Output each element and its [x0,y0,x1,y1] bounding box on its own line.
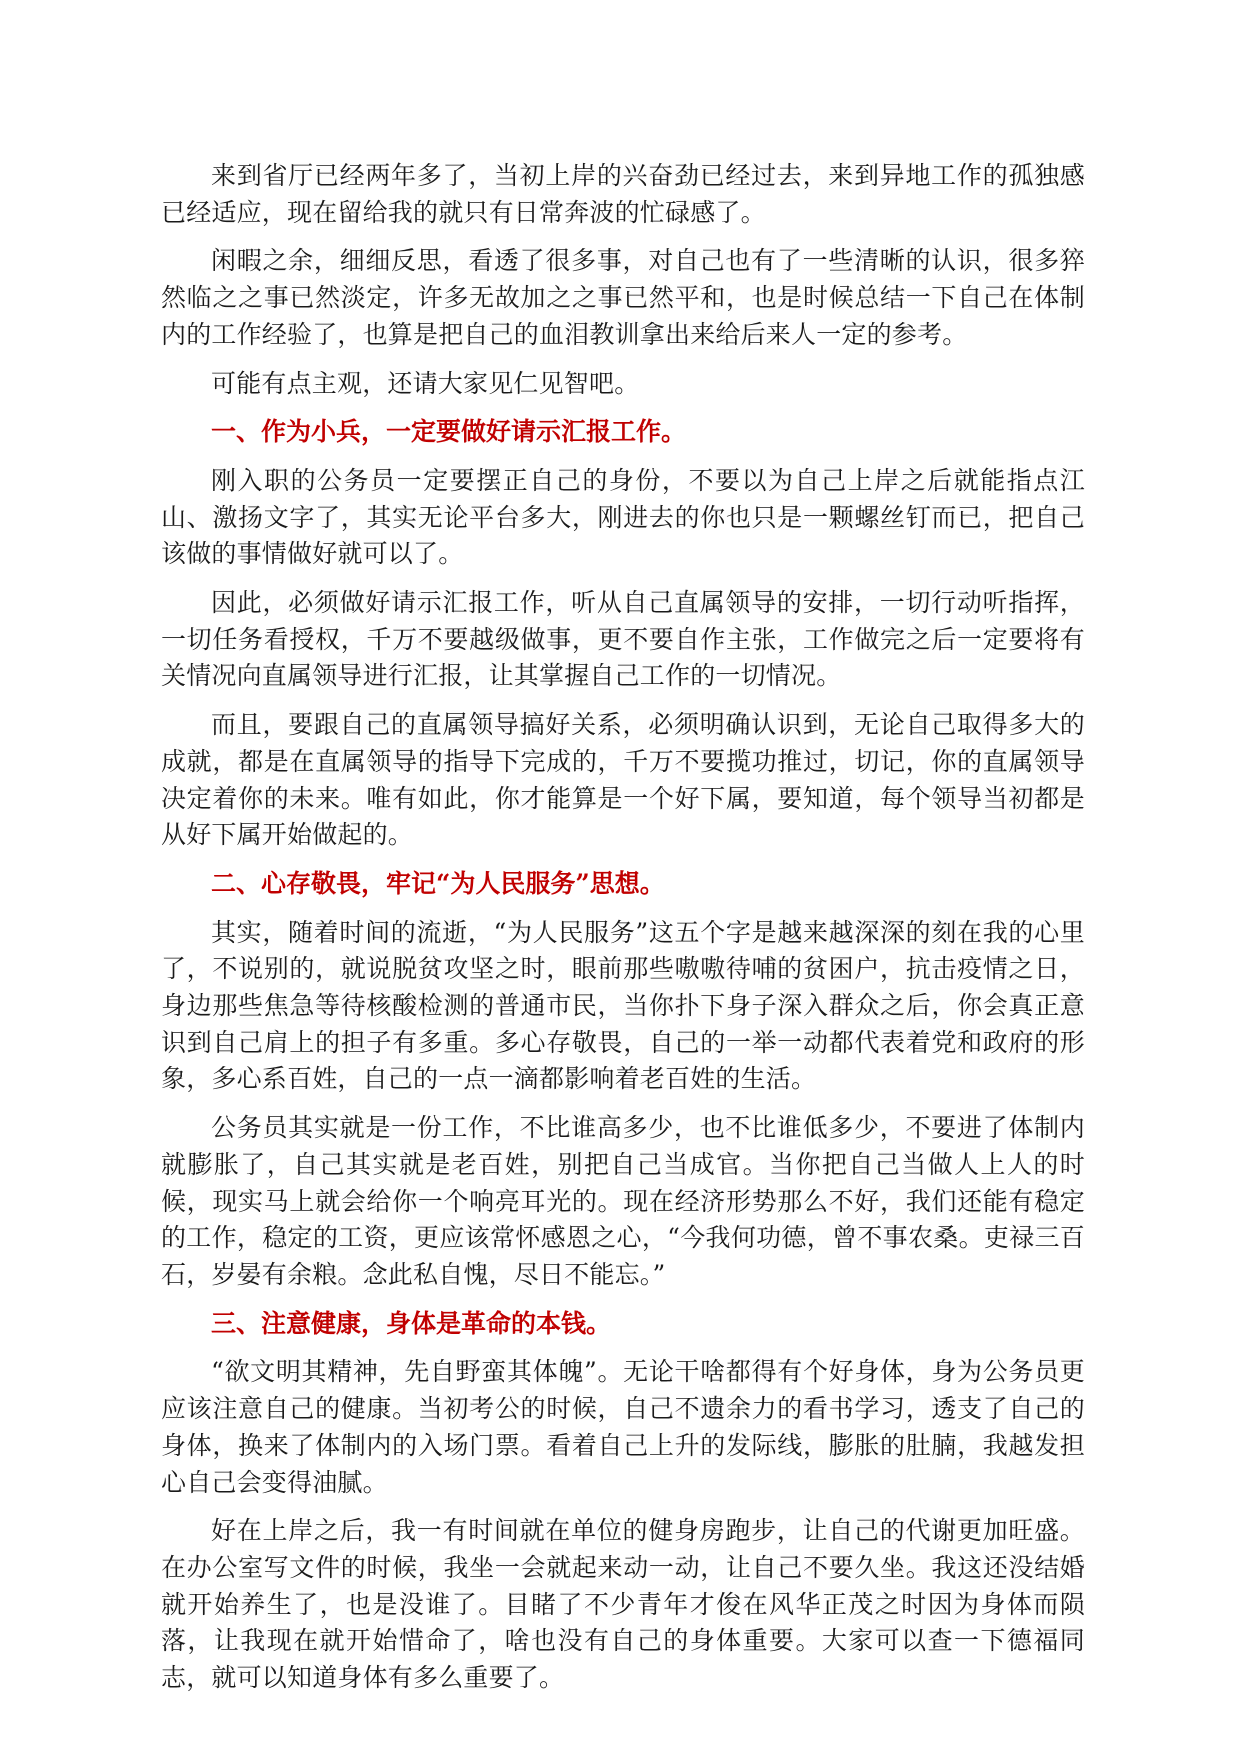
paragraph-section1-3: 而且，要跟自己的直属领导搞好关系，必须明确认识到，无论自己取得多大的成就，都是在直属领导的指导下完成的，千万不要揽功推过，切记，你的直属领导决定着你的未来。唯有如此，你才能算是一个好下属，要知道，每个领导当初都是从好下属开始做起的。 [161,710,1085,850]
section-heading-1: 一、作为小兵，一定要做好请示汇报工作。 [211,417,687,447]
paragraph-section1-2: 因此，必须做好请示汇报工作，听从自己直属领导的安排，一切行动听指挥，一切任务看授权，千万不要越级做事，更不要自作主张，工作做完之后一定要将有关情况向直属领导进行汇报，让其掌握自己工作的一切情况。 [161,588,1085,691]
paragraph-intro-1: 来到省厅已经两年多了，当初上岸的兴奋劲已经过去，来到异地工作的孤独感已经适应，现在留给我的就只有日常奔波的忙碌感了。 [161,161,1085,227]
paragraph-intro-2: 闲暇之余，细细反思，看透了很多事，对自己也有了一些清晰的认识，很多猝然临之之事已然淡定，许多无故加之之事已然平和，也是时候总结一下自己在体制内的工作经验了，也算是把自己的血泪教训拿出来给后来人一定的参考。 [161,246,1085,349]
paragraph-section3-2: 好在上岸之后，我一有时间就在单位的健身房跑步，让自己的代谢更加旺盛。在办公室写文件的时候，我坐一会就起来动一动，让自己不要久坐。我这还没结婚就开始养生了，也是没谁了。目睹了不少青年才俊在风华正茂之时因为身体而陨落，让我现在就开始惜命了，啥也没有自己的身体重要。大家可以查一下德福同志，就可以知道身体有多么重要了。 [161,1516,1085,1693]
paragraph-section2-2: 公务员其实就是一份工作，不比谁高多少，也不比谁低多少，不要进了体制内就膨胀了，自己其实就是老百姓，别把自己当成官。当你把自己当做人上人的时候，现实马上就会给你一个响亮耳光的。现在经济形势那么不好，我们还能有稳定的工作，稳定的工资，更应该常怀感恩之心，“今我何功德，曾不事农桑。吏禄三百石，岁晏有余粮。念此私自愧，尽日不能忘。” [161,1113,1085,1289]
paragraph-section2-1: 其实，随着时间的流逝，“为人民服务”这五个字是越来越深深的刻在我的心里了，不说别的，就说脱贫攻坚之时，眼前那些嗷嗷待哺的贫困户，抗击疫情之日，身边那些焦急等待核酸检测的普通市民，当你扑下身子深入群众之后，你会真正意识到自己肩上的担子有多重。多心存敬畏，自己的一举一动都代表着党和政府的形象，多心系百姓，自己的一点一滴都影响着老百姓的生活。 [161,917,1085,1094]
section-heading-2: 二、心存敬畏，牢记“为人民服务”思想。 [211,868,665,898]
section-heading-3: 三、注意健康，身体是革命的本钱。 [211,1308,612,1338]
document-body [161,158,1085,1709]
paragraph-intro-3: 可能有点主观，还请大家见仁见智吧。 [211,368,640,398]
paragraph-section3-1: “欲文明其精神，先自野蛮其体魄”。无论干啥都得有个好身体，身为公务员更应该注意自己的健康。当初考公的时候，自己不遗余力的看书学习，透支了自己的身体，换来了体制内的入场门票。看着自己上升的发际线，膨胀的肚腩，我越发担心自己会变得油腻。 [161,1357,1085,1497]
paragraph-section1-1: 刚入职的公务员一定要摆正自己的身份，不要以为自己上岸之后就能指点江山、激扬文字了，其实无论平台多大，刚进去的你也只是一颗螺丝钉而已，把自己该做的事情做好就可以了。 [161,465,1085,569]
